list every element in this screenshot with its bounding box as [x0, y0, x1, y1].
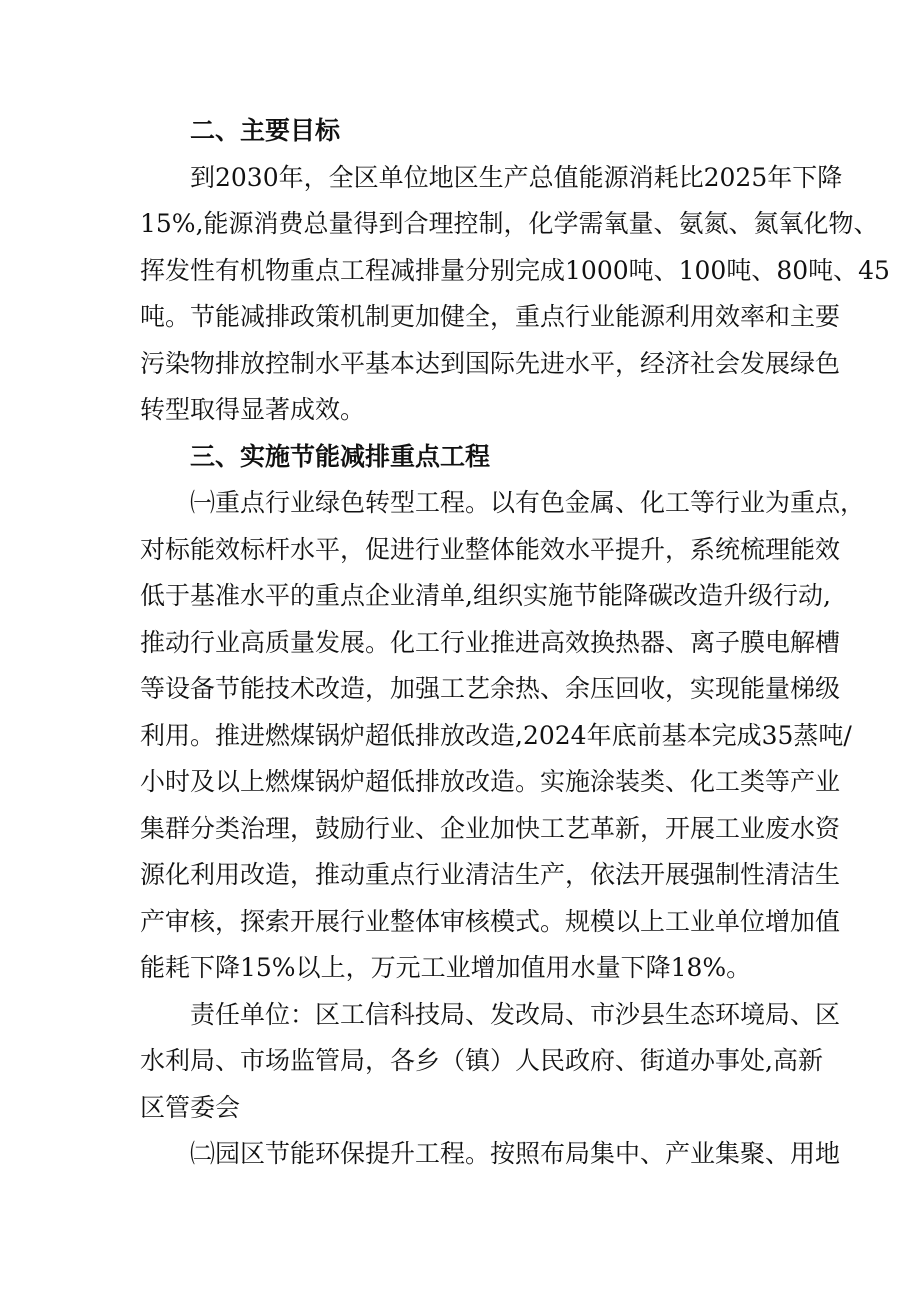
- paragraph-responsible-units: [140, 992, 841, 1132]
- document-page: [140, 108, 890, 1178]
- text-line: 15%,能源消费总量得到合理控制，化学需氧量、氨氮、氮氧化物、: [140, 209, 879, 238]
- text-line: 源化利用改造，推动重点行业清洁生产，依法开展强制性清洁生: [140, 860, 841, 889]
- text-line: ㈠重点行业绿色转型工程。以有色金属、化工等行业为重点，: [190, 488, 866, 517]
- text-line: 责任单位：区工信科技局、发改局、市沙县生态环境局、区: [190, 999, 841, 1029]
- text-line: 推动行业高质量发展。化工行业推进高效换热器、离子膜电解槽: [140, 627, 841, 657]
- text-line: 吨。节能减排政策机制更加健全，重点行业能源利用效率和主要: [140, 302, 841, 331]
- text-line: 等设备节能技术改造，加强工艺余热、余压回收，实现能量梯级: [140, 674, 841, 703]
- section-heading-key-projects: 三、实施节能减排重点工程: [190, 441, 491, 471]
- text-line: 到2030年，全区单位地区生产总值能源消耗比2025年下降: [190, 162, 843, 192]
- text-line: 区管委会: [140, 1092, 241, 1122]
- text-line: 污染物排放控制水平基本达到国际先进水平，经济社会发展绿色: [140, 348, 841, 378]
- paragraph-main-goals: [140, 155, 890, 434]
- text-line: 能耗下降15%以上，万元工业增加值用水量下降18%。: [140, 953, 752, 982]
- text-line: 挥发性有机物重点工程减排量分别完成1000吨、100吨、80吨、45: [140, 255, 890, 285]
- text-line: 水利局、市场监管局，各乡（镇）人民政府、街道办事处,高新: [140, 1046, 823, 1075]
- text-line: 利用。推进燃煤锅炉超低排放改造,2024年底前基本完成35蒸吨/: [140, 720, 852, 750]
- paragraph-park-energy-saving: [140, 1131, 841, 1178]
- text-line: 集群分类治理，鼓励行业、企业加快工艺革新，开展工业废水资: [140, 813, 841, 843]
- section-heading-main-goals: 二、主要目标: [190, 116, 341, 145]
- text-line: 转型取得显著成效。: [140, 395, 366, 424]
- text-line: 小时及以上燃煤锅炉超低排放改造。实施涂装类、化工类等产业: [140, 767, 841, 796]
- paragraph-industry-green-transition: [140, 480, 866, 992]
- text-line: 对标能效标杆水平，促进行业整体能效水平提升，系统梳理能效: [140, 534, 841, 564]
- text-line: 产审核，探索开展行业整体审核模式。规模以上工业单位增加值: [140, 906, 841, 936]
- text-line: 低于基准水平的重点企业清单,组织实施节能降碳改造升级行动,: [140, 581, 831, 610]
- text-line: ㈡园区节能环保提升工程。按照布局集中、产业集聚、用地: [190, 1139, 841, 1168]
